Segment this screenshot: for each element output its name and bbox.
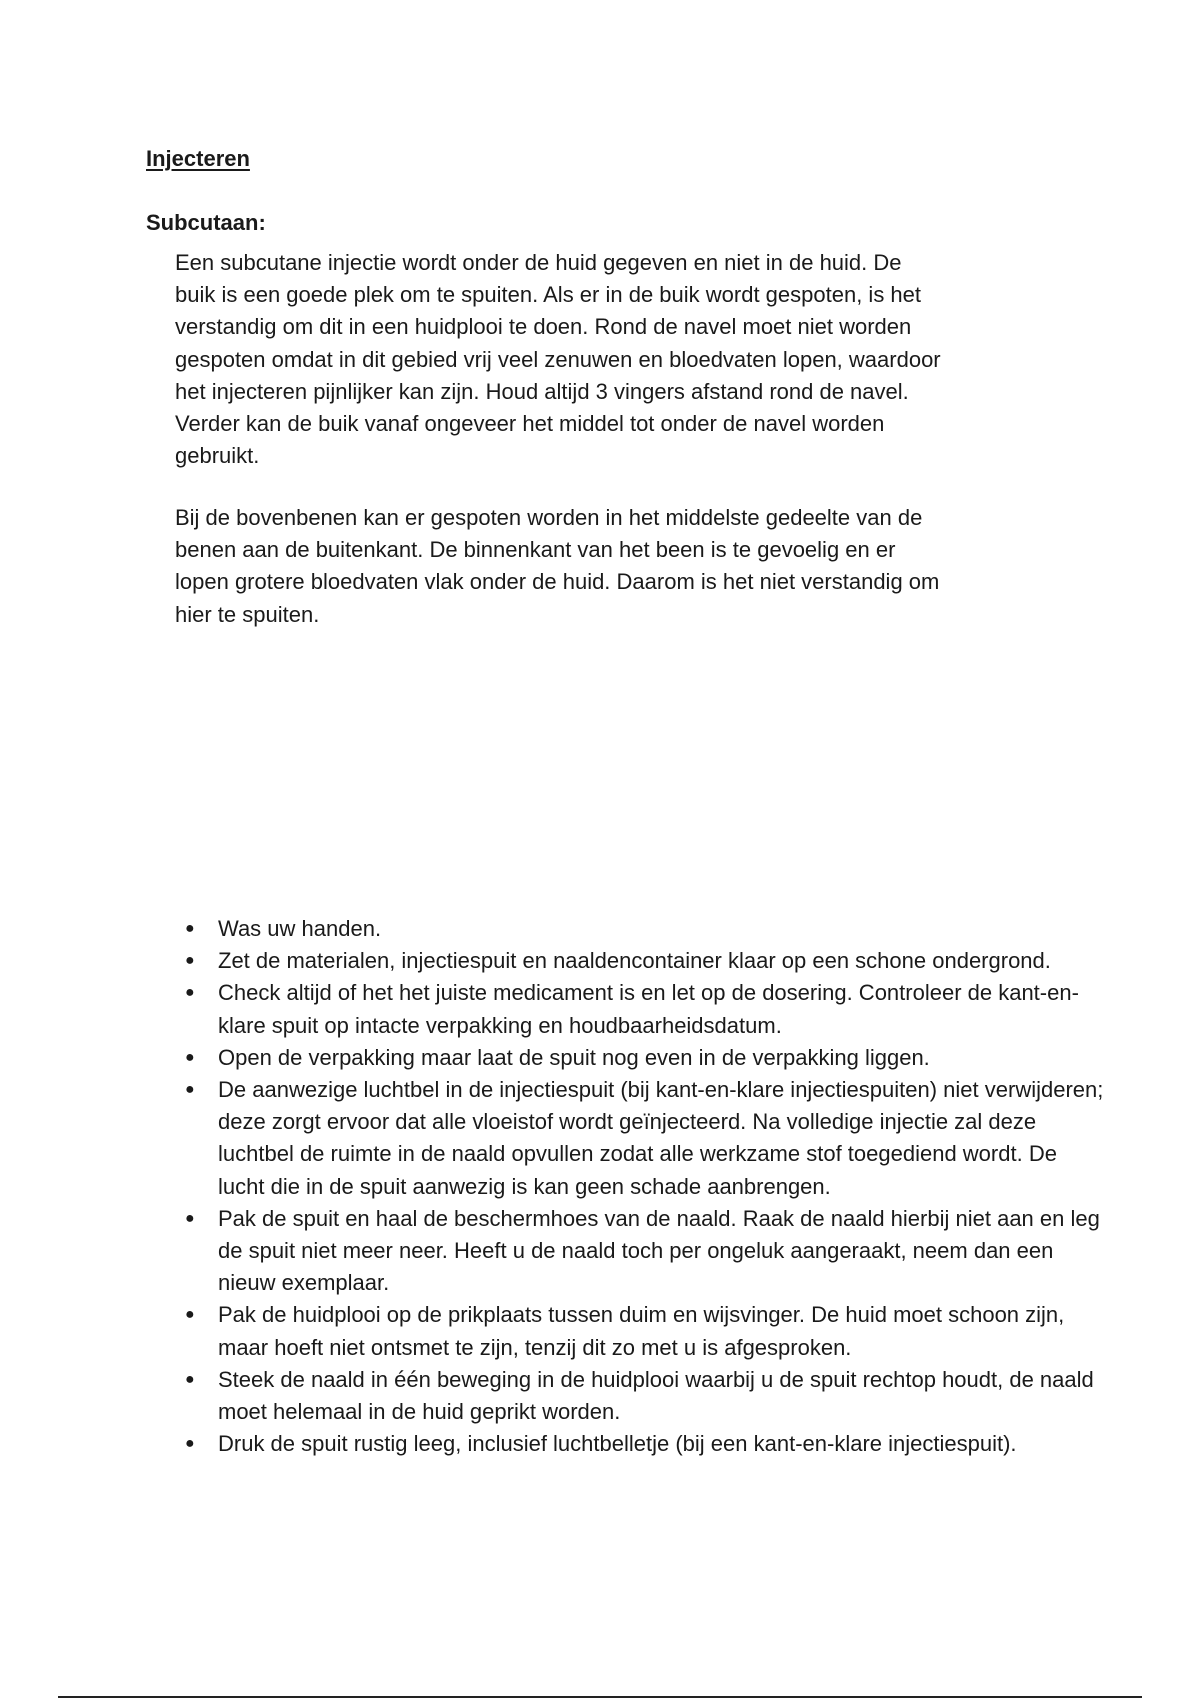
list-item — [146, 913, 1106, 945]
list-item — [146, 977, 1106, 1041]
list-item — [146, 1364, 1106, 1428]
bullet-icon: ● — [185, 984, 195, 1002]
step-text: Check altijd of het het juiste medicament is en let op de dosering. Controleer de kant-en-klare spuit op intacte verpakking en houdbaarheidsdatum. — [218, 980, 1079, 1038]
step-text: Pak de huidplooi op de prikplaats tussen duim en wijsvinger. De huid moet schoon zijn, maar hoeft niet ontsmet te zijn, tenzij dit zo met u is afgesproken. — [218, 1302, 1065, 1360]
list-item — [146, 1074, 1106, 1203]
list-item — [146, 1203, 1106, 1300]
injection-steps-list — [146, 913, 1106, 1460]
paragraph-thigh-injection: Bij de bovenbenen kan er gespoten worden in het middelste gedeelte van de benen aan de buitenkant. De binnenkant van het been is te gevoelig en er lopen grotere bloedvaten vlak onder de huid. Daarom is het niet verstandig om hier te spuiten. — [175, 505, 940, 627]
list-item — [146, 945, 1106, 977]
section-heading-subcutaan: Subcutaan: — [146, 210, 266, 235]
list-item — [146, 1428, 1106, 1460]
footer-divider — [58, 1696, 1142, 1698]
paragraph-belly-injection: Een subcutane injectie wordt onder de huid gegeven en niet in de huid. De buik is een goede plek om te spuiten. Als er in de buik wordt gespoten, is het verstandig om dit in een huidplooi te doen. Rond de navel moet niet worden gespoten omdat in dit gebied vrij veel zenuwen en bloedvaten lopen, waardoor het injecteren pijnlijker kan zijn. Houd altijd 3 vingers afstand rond de navel. Verder kan de buik vanaf ongeveer het middel tot onder de navel worden gebruikt. — [175, 250, 941, 469]
step-text: Was uw handen. — [218, 916, 382, 941]
bullet-icon: ● — [185, 1081, 195, 1099]
step-text: Steek de naald in één beweging in de huidplooi waarbij u de spuit rechtop houdt, de naald moet helemaal in de huid geprikt worden. — [218, 1366, 1094, 1425]
bullet-icon: ● — [185, 1435, 195, 1453]
step-text: Druk de spuit rustig leeg, inclusief luchtbelletje (bij een kant-en-klare injectiespuit). — [218, 1431, 1017, 1457]
step-text: Open de verpakking maar laat de spuit nog even in de verpakking liggen. — [218, 1044, 930, 1070]
bullet-icon: ● — [185, 1306, 195, 1324]
bullet-icon: ● — [185, 1370, 195, 1388]
bullet-icon: ● — [185, 1209, 195, 1227]
step-text: Pak de spuit en haal de beschermhoes van de naald. Raak de naald hierbij niet aan en leg de spuit niet meer neer. Heeft u de naald toch per ongeluk aangeraakt, neem dan een nieuw exemplaar. — [218, 1205, 1100, 1296]
bullet-icon: ● — [185, 920, 195, 937]
step-text: De aanwezige luchtbel in de injectiespuit (bij kant-en-klare injectiespuiten) niet verwijderen; deze zorgt ervoor dat alle vloeistof wordt geïnjecteerd. Na volledige injectie zal deze luchtbel de ruimte in de naald opvullen zodat alle werkzame stof toegediend wordt. De lucht die in de spuit aanwezig is kan geen schade aanbrengen. — [218, 1077, 1104, 1199]
bullet-icon: ● — [185, 1048, 195, 1066]
step-text: Zet de materialen, injectiespuit en naaldencontainer klaar op een schone ondergrond. — [218, 948, 1051, 974]
list-item — [146, 1042, 1106, 1074]
bullet-icon: ● — [185, 952, 195, 970]
list-item — [146, 1299, 1106, 1363]
page-title: Injecteren — [146, 146, 250, 171]
